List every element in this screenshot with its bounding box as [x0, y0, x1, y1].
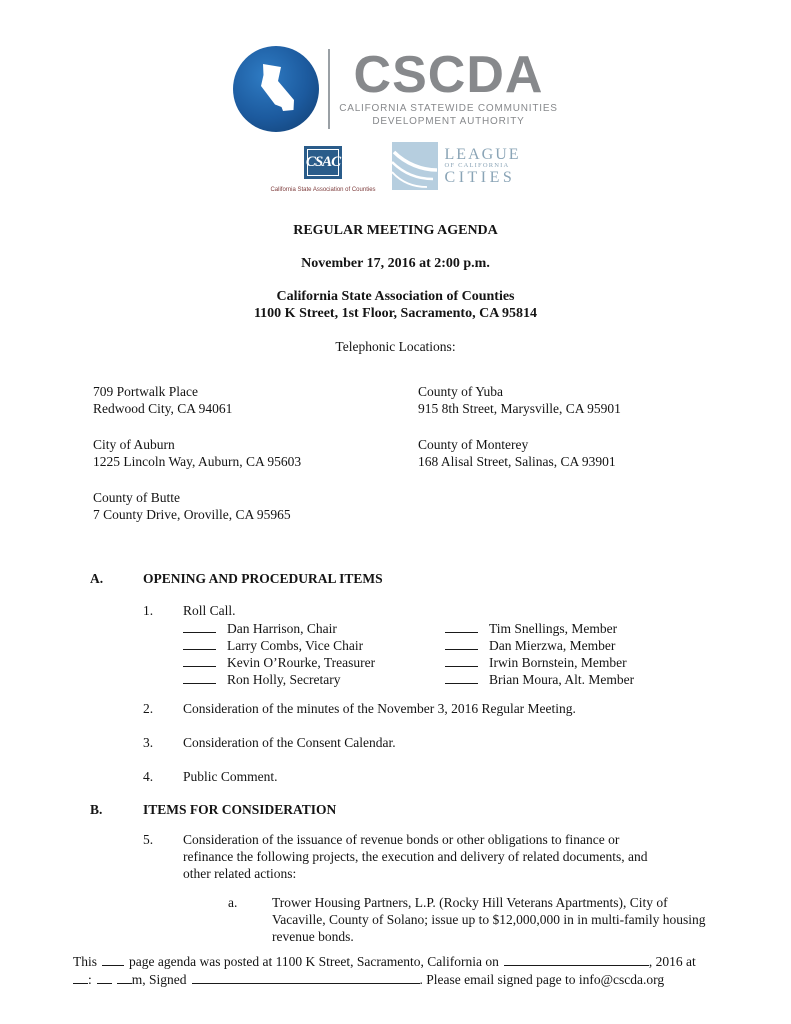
roll-call-name: Kevin O’Rourke, Treasurer	[227, 655, 376, 670]
location-address: Redwood City, CA 94061	[93, 401, 233, 416]
hour-blank-line	[73, 970, 88, 984]
roll-call-name: Dan Harrison, Chair	[227, 621, 337, 636]
csac-logo-inner-border	[307, 149, 339, 176]
telephonic-locations-label: Telephonic Locations:	[335, 339, 456, 354]
minute-blank-line	[97, 970, 112, 984]
roll-call-blank-line	[445, 653, 489, 671]
locations-left-column	[93, 383, 418, 542]
item-letter: a.	[228, 895, 238, 910]
locations-right-column	[418, 383, 621, 542]
league-of-california-cities-logo	[392, 142, 521, 190]
csac-logo-box	[304, 146, 342, 179]
location-address: 7 County Drive, Oroville, CA 95965	[93, 507, 291, 522]
item-text	[183, 831, 647, 882]
csac-script-text: CSAC	[305, 154, 341, 170]
csac-caption: California State Association of Counties	[270, 187, 376, 193]
csac-logo	[270, 146, 375, 199]
cscda-subtitle-line1: CALIFORNIA STATEWIDE COMMUNITIES	[339, 102, 558, 114]
location	[418, 436, 621, 470]
location-address: 168 Alisal Street, Salinas, CA 93901	[418, 454, 616, 469]
item-text: Consideration of the Consent Calendar.	[183, 735, 396, 750]
roll-call-name: Tim Snellings, Member	[489, 621, 618, 636]
roll-call-name: Larry Combs, Vice Chair	[227, 638, 364, 653]
roll-call-blank-line	[445, 636, 489, 654]
meeting-datetime: November 17, 2016 at 2:00 p.m.	[301, 256, 490, 271]
item-text-line: Vacaville, County of Solano; issue up to $12,000,000 in in multi-family housing	[272, 912, 706, 927]
agenda-item-5a	[228, 894, 791, 945]
footer-text: . Please email signed page to info@cscda.org	[419, 972, 665, 987]
roll-call-blank-line	[183, 670, 227, 688]
roll-call-row	[183, 670, 791, 687]
location-address: 1225 Lincoln Way, Auburn, CA 95603	[93, 454, 302, 469]
roll-call-blank-line	[445, 619, 489, 637]
footer-text: page agenda was posted at 1100 K Street, Sacramento, California on	[129, 954, 499, 969]
location-name: 709 Portwalk Place	[93, 384, 198, 399]
section-a-heading	[90, 570, 791, 587]
league-word: LEAGUE	[444, 145, 521, 163]
agenda-item-5	[143, 831, 791, 882]
item-text: Consideration of the minutes of the November 3, 2016 Regular Meeting.	[183, 701, 576, 716]
partner-logos	[0, 142, 791, 196]
meeting-venue	[0, 288, 791, 322]
roll-call-blank-line	[445, 670, 489, 688]
location-name: County of Monterey	[418, 437, 529, 452]
item-text-line: revenue bonds.	[272, 929, 354, 944]
item-text-line: other related actions:	[183, 866, 297, 881]
item-number: 2.	[143, 701, 154, 716]
footer-text: :	[88, 972, 92, 987]
signature-blank-line	[192, 970, 420, 984]
roll-call-blank-line	[183, 619, 227, 637]
cscda-subtitle-line2: DEVELOPMENT AUTHORITY	[372, 115, 525, 127]
league-cities-word: CITIES	[444, 168, 516, 186]
item-text-line: refinance the following projects, the execution and delivery of related documents, and	[183, 849, 648, 864]
item-number: 1.	[143, 603, 154, 618]
item-number: 5.	[143, 832, 154, 847]
section-title: ITEMS FOR CONSIDERATION	[143, 802, 337, 817]
section-title: OPENING AND PROCEDURAL ITEMS	[143, 571, 383, 586]
location	[93, 489, 418, 523]
ampm-blank-line	[117, 970, 132, 984]
cscda-logo-text	[339, 45, 558, 128]
footer-text: This	[73, 954, 98, 969]
california-state-globe-icon	[233, 46, 319, 132]
item-number: 3.	[143, 735, 154, 750]
logo-divider	[328, 49, 330, 129]
item-text: Roll Call.	[183, 603, 236, 618]
agenda-item-1	[143, 602, 791, 619]
page-title: REGULAR MEETING AGENDA	[293, 223, 498, 238]
league-of-california-word: OF CALIFORNIA	[444, 161, 510, 169]
league-swoosh-icon	[392, 142, 438, 190]
location	[418, 383, 621, 417]
california-silhouette-icon	[251, 61, 301, 117]
cscda-logo	[0, 0, 791, 132]
location-name: County of Yuba	[418, 384, 503, 399]
telephonic-locations	[93, 383, 791, 542]
item-text-line: Trower Housing Partners, L.P. (Rocky Hill Veterans Apartments), City of	[272, 895, 668, 910]
roll-call-list	[183, 619, 791, 687]
roll-call-row	[183, 636, 791, 653]
roll-call-row	[183, 619, 791, 636]
location	[93, 436, 418, 470]
location-address: 915 8th Street, Marysville, CA 95901	[418, 401, 621, 416]
location-name: County of Butte	[93, 490, 180, 505]
posting-statement-line1	[73, 952, 721, 970]
item-text: Public Comment.	[183, 769, 278, 784]
posting-statement	[73, 952, 721, 988]
roll-call-name: Ron Holly, Secretary	[227, 672, 341, 687]
location-name: City of Auburn	[93, 437, 175, 452]
location	[93, 383, 418, 417]
venue-address: 1100 K Street, 1st Floor, Sacramento, CA 95814	[253, 306, 538, 321]
item-number: 4.	[143, 769, 154, 784]
cscda-acronym: CSCDA	[353, 45, 544, 104]
page-count-blank-line	[102, 952, 124, 966]
agenda-item-2	[143, 700, 791, 717]
roll-call-row	[183, 653, 791, 670]
posting-date-blank-line	[504, 952, 649, 966]
posting-statement-line2	[73, 970, 721, 988]
section-letter: B.	[90, 802, 103, 817]
footer-text: m, Signed	[131, 972, 187, 987]
agenda-item-3	[143, 734, 791, 751]
item-text-line: Consideration of the issuance of revenue bonds or other obligations to finance or	[183, 832, 620, 847]
footer-text: , 2016 at	[648, 954, 696, 969]
roll-call-name: Dan Mierzwa, Member	[489, 638, 616, 653]
agenda-item-4	[143, 768, 791, 785]
item-text	[272, 894, 718, 945]
roll-call-blank-line	[183, 636, 227, 654]
section-letter: A.	[90, 571, 104, 586]
roll-call-name: Brian Moura, Alt. Member	[489, 672, 635, 687]
roll-call-blank-line	[183, 653, 227, 671]
league-logo-text	[445, 147, 521, 186]
section-b-heading	[90, 801, 791, 818]
roll-call-name: Irwin Bornstein, Member	[489, 655, 627, 670]
venue-name: California State Association of Counties	[276, 289, 515, 304]
